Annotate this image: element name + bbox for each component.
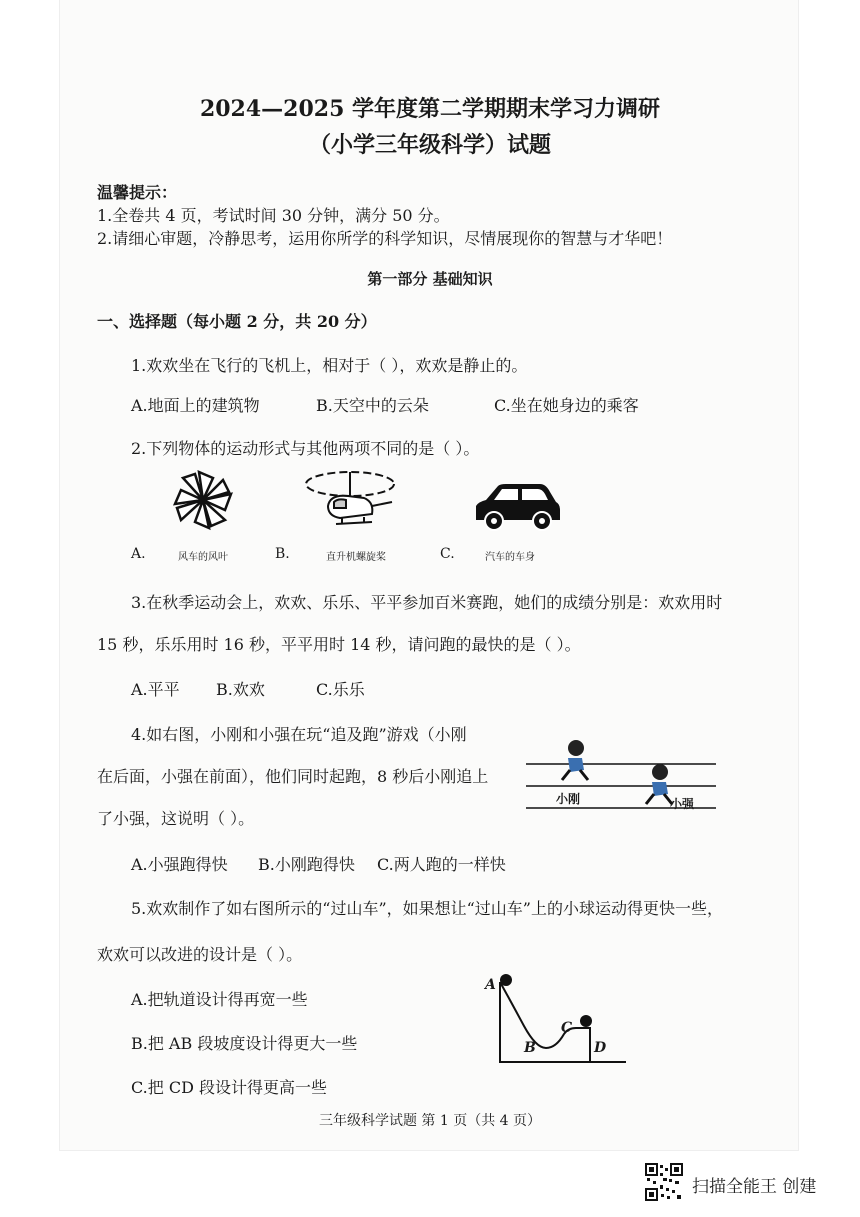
q2-stem: 2.下列物体的运动形式与其他两项不同的是（ ）。: [131, 439, 480, 458]
label-xiaogang: 小刚: [556, 792, 581, 806]
exam-paper: [60, 0, 798, 1150]
helicopter-icon: [300, 462, 400, 538]
q1-stem: 1.欢欢坐在飞行的飞机上，相对于（ ），欢欢是静止的。: [131, 356, 528, 375]
q5-option-c: C.把 CD 段设计得更高一些: [131, 1078, 328, 1097]
q4-stem-line-1: 4.如右图，小刚和小强在玩“追及跑”游戏（小刚: [131, 725, 467, 744]
q4-option-a: A.小强跑得快: [131, 855, 228, 874]
q5-option-b: B.把 AB 段坡度设计得更大一些: [131, 1034, 358, 1053]
point-c-label: C: [561, 1020, 573, 1036]
q1-option-a: A.地面上的建筑物: [131, 396, 260, 415]
part-title: 第一部分 基础知识: [367, 270, 493, 288]
point-d-label: D: [594, 1040, 607, 1056]
q1-option-c: C.坐在她身边的乘客: [494, 396, 639, 415]
exam-title: 2024—2025 学年度第二学期期末学习力调研: [199, 96, 661, 122]
q2-option-a: A.: [131, 546, 146, 562]
q2-option-b: B.: [275, 546, 290, 562]
tips-line-2: 2.请细心审题，冷静思考，运用你所学的科学知识，尽情展现你的智慧与才华吧！: [97, 229, 673, 248]
q5-stem-line-2: 欢欢可以改进的设计是（ ）。: [97, 945, 303, 964]
point-a-label: A: [485, 977, 496, 993]
q3-stem-line-1: 3.在秋季运动会上，欢欢、乐乐、平平参加百米赛跑，她们的成绩分别是：欢欢用时: [131, 593, 723, 612]
q4-stem-line-2: 在后面，小强在前面），他们同时起跑，8 秒后小刚追上: [97, 767, 489, 786]
section-title: 一、选择题（每小题 2 分，共 20 分）: [97, 312, 377, 331]
q2-option-c: C.: [440, 546, 455, 562]
q3-stem-line-2: 15 秒，乐乐用时 16 秒，平平用时 14 秒，请问跑的最快的是（ ）。: [97, 635, 581, 654]
q3-option-b: B.欢欢: [216, 680, 265, 699]
point-b-label: B: [524, 1040, 536, 1056]
roller-coaster-figure: [480, 970, 630, 1070]
running-boy-icon: [646, 764, 672, 804]
label-xiaoqiang: 小强: [670, 797, 695, 811]
q3-option-a: A.平平: [131, 680, 180, 699]
q3-option-c: C.乐乐: [316, 680, 365, 699]
page-footer: 三年级科学试题 第 1 页（共 4 页）: [318, 1113, 542, 1129]
q2-caption-a: 风车的风叶: [178, 552, 228, 563]
qr-code-icon: [645, 1163, 683, 1201]
q2-caption-b: 直升机螺旋桨: [326, 552, 386, 563]
car-icon: [472, 478, 562, 536]
scanner-watermark: 扫描全能王 创建: [692, 1177, 817, 1197]
q5-stem-line-1: 5.欢欢制作了如右图所示的“过山车”，如果想让“过山车”上的小球运动得更快一些，: [131, 899, 723, 918]
q4-option-b: B.小刚跑得快: [258, 855, 355, 874]
q4-stem-line-3: 了小强，这说明（ ）。: [97, 809, 255, 828]
exam-subtitle: （小学三年级科学）试题: [308, 132, 551, 158]
q4-option-c: C.两人跑的一样快: [377, 855, 506, 874]
tips-heading: 温馨提示：: [97, 183, 178, 202]
q2-caption-c: 汽车的车身: [485, 552, 535, 563]
tips-line-1: 1.全卷共 4 页，考试时间 30 分钟，满分 50 分。: [97, 206, 450, 225]
running-boy-icon: [562, 740, 588, 780]
q5-option-a: A.把轨道设计得再宽一些: [131, 990, 308, 1009]
q1-option-b: B.天空中的云朵: [316, 396, 429, 415]
pinwheel-icon: [170, 468, 236, 536]
